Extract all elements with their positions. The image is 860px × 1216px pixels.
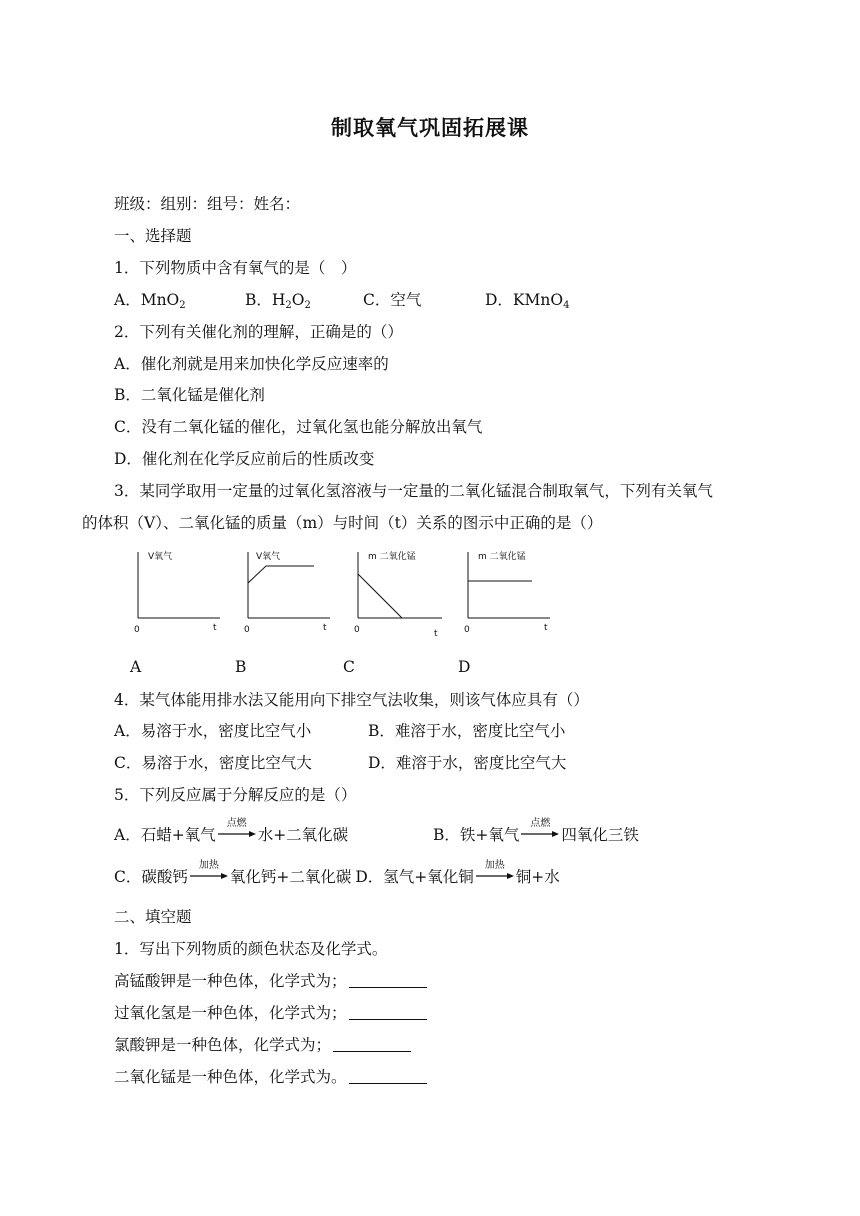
graph-b-xlabel: t xyxy=(323,623,327,633)
fill-q1-stem: 1．写出下列物质的颜色状态及化学式。 xyxy=(114,940,388,958)
q3-graph-label-c: C xyxy=(343,658,355,676)
q4-option-c: C．易溶于水，密度比空气大 xyxy=(114,754,312,772)
q4-options-row2 xyxy=(114,753,566,773)
q4-option-b: B．难溶于水，密度比空气小 xyxy=(368,722,566,740)
q2-option-c: C．没有二氧化锰的催化，过氧化氢也能分解放出氧气 xyxy=(114,418,483,436)
q5-options-row1 xyxy=(114,818,639,845)
q4-option-a: A．易溶于水，密度比空气小 xyxy=(114,722,312,740)
q5-stem: 5．下列反应属于分解反应的是（） xyxy=(114,786,357,804)
q1-options xyxy=(114,290,569,310)
q1-option-c: C．空气 xyxy=(363,291,422,309)
answer-blank[interactable] xyxy=(349,1005,427,1020)
q2-stem: 2．下列有关催化剂的理解，正确是的（） xyxy=(114,323,403,341)
reaction-arrow-icon: 加热 xyxy=(190,866,228,884)
q2-option-b: B．二氧化锰是催化剂 xyxy=(114,386,265,404)
q3-graph-label-d: D xyxy=(458,658,471,676)
answer-blank[interactable] xyxy=(333,1037,411,1052)
graph-a-ylabel: V氧气 xyxy=(148,552,173,562)
reaction-arrow-icon: 点燃 xyxy=(521,824,559,842)
fill-item-2: 过氧化氢是一种色体，化学式为； xyxy=(114,1003,427,1023)
reaction-arrow-icon: 点燃 xyxy=(218,824,256,842)
q1-stem: 1．下列物质中含有氧气的是（ ） xyxy=(114,259,357,277)
graph-c-xlabel: t xyxy=(434,629,438,639)
answer-blank[interactable] xyxy=(349,1069,427,1084)
graph-a-xlabel: t xyxy=(213,623,217,633)
q3-graph-label-b: B xyxy=(235,658,247,676)
answer-blank[interactable] xyxy=(349,973,427,988)
graph-b-ylabel: V氧气 xyxy=(256,552,281,562)
fill-item-1: 高锰酸钾是一种色体，化学式为； xyxy=(114,971,427,991)
fill-item-3: 氯酸钾是一种色体，化学式为； xyxy=(114,1035,411,1055)
q1-option-b: B．$H_2O_2$ xyxy=(245,291,311,311)
q5-options-row2 xyxy=(114,860,560,887)
section-choice-heading: 一、选择题 xyxy=(114,227,192,245)
q3-stem-line1: 3．某同学取用一定量的过氧化氢溶液与一定量的二氧化锰混合制取氧气，下列有关氧气 xyxy=(114,482,713,500)
graph-d-xlabel: t xyxy=(544,623,548,633)
q3-graph-d xyxy=(458,548,558,640)
q5-option-c: C．碳酸钙 加热 氧化钙+二氧化碳 xyxy=(114,860,352,886)
q3-graph-b xyxy=(238,548,338,640)
student-info-line: 班级：组别：组号：姓名： xyxy=(114,195,301,213)
graph-a-origin: 0 xyxy=(134,625,140,635)
page-title: 制取氧气巩固拓展课 xyxy=(331,116,529,140)
section-fill-heading: 二、填空题 xyxy=(114,908,192,926)
q3-stem-line2: 的体积（V）、二氧化锰的质量（m）与时间（t）关系的图示中正确的是（） xyxy=(82,514,603,532)
graph-c-ylabel: m 二氧化锰 xyxy=(368,552,416,562)
q4-option-d: D．难溶于水，密度比空气大 xyxy=(368,754,567,772)
q3-graph-label-a: A xyxy=(130,658,142,676)
q3-graph-a xyxy=(128,548,228,640)
fill-item-4: 二氧化锰是一种色体，化学式为。 xyxy=(114,1067,427,1087)
q5-option-b: B．铁+氧气 点燃 四氧化三铁 xyxy=(433,818,639,844)
graph-c-origin: 0 xyxy=(354,625,360,635)
q4-stem: 4．某气体能用排水法又能用向下排空气法收集，则该气体应具有（） xyxy=(114,691,589,709)
q5-option-d: D．氢气+氧化铜 加热 铜+水 xyxy=(355,860,560,886)
q3-graph-c xyxy=(348,548,448,644)
q1-option-d: D．KMnO$_4$ xyxy=(485,291,570,311)
q5-option-a: A．石蜡+氧气 点燃 水+二氧化碳 xyxy=(114,818,349,844)
graph-d-origin: 0 xyxy=(464,625,470,635)
q1-option-a: A．MnO$_2$ xyxy=(114,291,186,311)
graph-b-origin: 0 xyxy=(244,625,250,635)
q2-option-d: D．催化剂在化学反应前后的性质改变 xyxy=(114,450,375,468)
reaction-arrow-icon: 加热 xyxy=(476,866,514,884)
q4-options-row1 xyxy=(114,721,565,741)
q2-option-a: A．催化剂就是用来加快化学反应速率的 xyxy=(114,355,389,373)
graph-d-ylabel: m 二氧化锰 xyxy=(478,552,526,562)
